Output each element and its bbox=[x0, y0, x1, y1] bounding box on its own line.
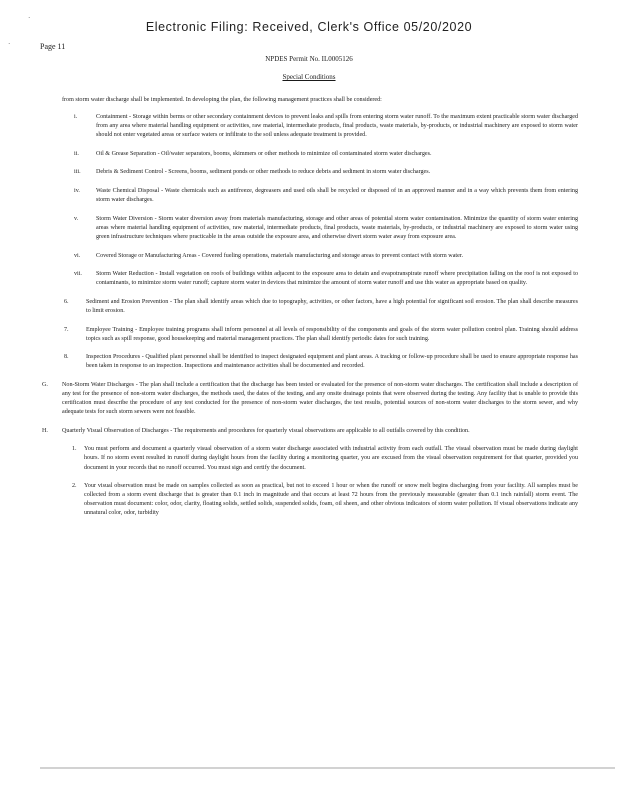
speck-mark: · bbox=[8, 40, 11, 48]
section-title: Special Conditions bbox=[282, 73, 336, 81]
numbered-item: 7. Employee Training - Employee training programs shall inform personnel at all levels of responsibility of the components and goals of the storm water pollution control plan. Training should address topics such as spill response, good housekeeping and material management practices. The plan shall identify periodic dates for such training. bbox=[64, 326, 578, 342]
section-h-subitem: 1. You must perform and document a quarterly visual observation of a storm water discharge associated with industrial activity from each outfall. The visual observation must be made during daylight hours. If no storm event resulted in runoff during daylight hours from the facility during a monitoring quarter, you are excused from the visual observation requirement for that quarter, provided you document in your records that no runoff occurred. You must sign and certify the document. bbox=[72, 446, 578, 471]
horizontal-scrollbar[interactable] bbox=[40, 767, 615, 769]
permit-number: NPDES Permit No. IL0005126 bbox=[265, 55, 353, 63]
list-item: v. Storm Water Diversion - Storm water diversion away from materials manufacturing, storage and other areas of potential storm water contamination. Minimize the quantity of storm water entering areas where material handling equipment of activities, raw material, intermediate products, final products, waste materials, by-products, or industrial machinery are exposed to storm water using green infrastructure techniques where practicable in the areas outside the exposure area, and otherwise divert storm water away from exposure area. bbox=[74, 215, 578, 240]
document-body bbox=[42, 96, 578, 527]
speck-mark: · bbox=[28, 14, 31, 22]
list-item: iii. Debris & Sediment Control - Screens, booms, sediment ponds or other methods to reduce debris and sediment in storm water discharges. bbox=[74, 169, 431, 176]
list-item: ii. Oil & Grease Separation - Oil/water separators, booms, skimmers or other methods to minimize oil contaminated storm water discharges. bbox=[74, 150, 432, 157]
list-item: vi. Covered Storage or Manufacturing Areas - Covered fueling operations, materials manufacturing and storage areas to prevent contact with storm water. bbox=[74, 252, 464, 259]
section-g: G. Non-Storm Water Discharges - The plan shall include a certification that the discharge has been tested or evaluated for the presence of non-storm water discharges. The certification shall include a description of any test for the presence of non-storm water discharges, the methods used, the dates of the testing, and any onsite drainage points that were observed during the testing. Any facility that is unable to provide this certification must describe the procedure of any test conducted for the presence of non-storm water discharges, the test results, potential sources of non-storm water discharges to the storm sewer, and why adequate tests for such storm sewers were not feasible. bbox=[42, 381, 578, 416]
list-item: iv. Waste Chemical Disposal - Waste chemicals such as antifreeze, degreasers and used oils shall be recycled or disposed of in an approved manner and in a way which prevents them from entering storm water discharges. bbox=[74, 188, 578, 204]
numbered-item: 6. Sediment and Erosion Prevention - The plan shall identify areas which due to topography, activities, or other factors, have a high potential for significant soil erosion. The plan shall describe measures to limit erosion. bbox=[64, 298, 578, 314]
section-h: H. Quarterly Visual Observation of Discharges - The requirements and procedures for quarterly visual observations are applicable to all outfalls covered by this condition. bbox=[42, 427, 470, 434]
page-number: Page 11 bbox=[40, 42, 66, 51]
list-item: i. Containment - Storage within berms or other secondary containment devices to prevent leaks and spills from entering storm water runoff. To the maximum extent practicable storm water discharged from any area where material handling equipment or activities, raw material, intermediate products, final products, waste materials, by-products, or industrial machinery are exposed to storm water should not enter vegetated areas or surface waters or infiltrate to the soil unless adequate treatment is provided. bbox=[74, 114, 578, 139]
list-item: vii. Storm Water Reduction - Install vegetation on roofs of buildings within adjacent to the exposure area to detain and evapotranspirate runoff where precipitation falling on the roof is not exposed to contaminants, to minimize storm water runoff; capture storm water in devices that minimize the amount of storm water runoff and use this water as appropriate based on quality. bbox=[74, 271, 578, 287]
numbered-item: 8. Inspection Procedures - Qualified plant personnel shall be identified to inspect designated equipment and plant areas. A tracking or follow-up procedure shall be used to ensure appropriate response has been taken in response to an inspection. Inspections and maintenance activities shall be documented and recorded. bbox=[64, 354, 578, 370]
filing-stamp-header: Electronic Filing: Received, Clerk's Office 05/20/2020 bbox=[145, 20, 473, 34]
section-h-subitem: 2. Your visual observation must be made on samples collected as soon as practical, but not to exceed 1 hour or when the runoff or snow melt begins discharging from your facility. All samples must be collected from a storm event discharge that is greater than 0.1 inch in magnitude and that occurs at least 72 hours from the previously measurable (greater than 0.1 inch rainfall) storm event. The observation must document: color, odor, clarity, floating solids, settled solids, suspended solids, foam, oil sheen, and other obvious indicators of storm water pollution. If visual observations indicate any unnatural color, odor, turbidity bbox=[72, 482, 578, 516]
intro-paragraph: from storm water discharge shall be implemented. In developing the plan, the following management practices shall be considered: bbox=[62, 97, 382, 103]
